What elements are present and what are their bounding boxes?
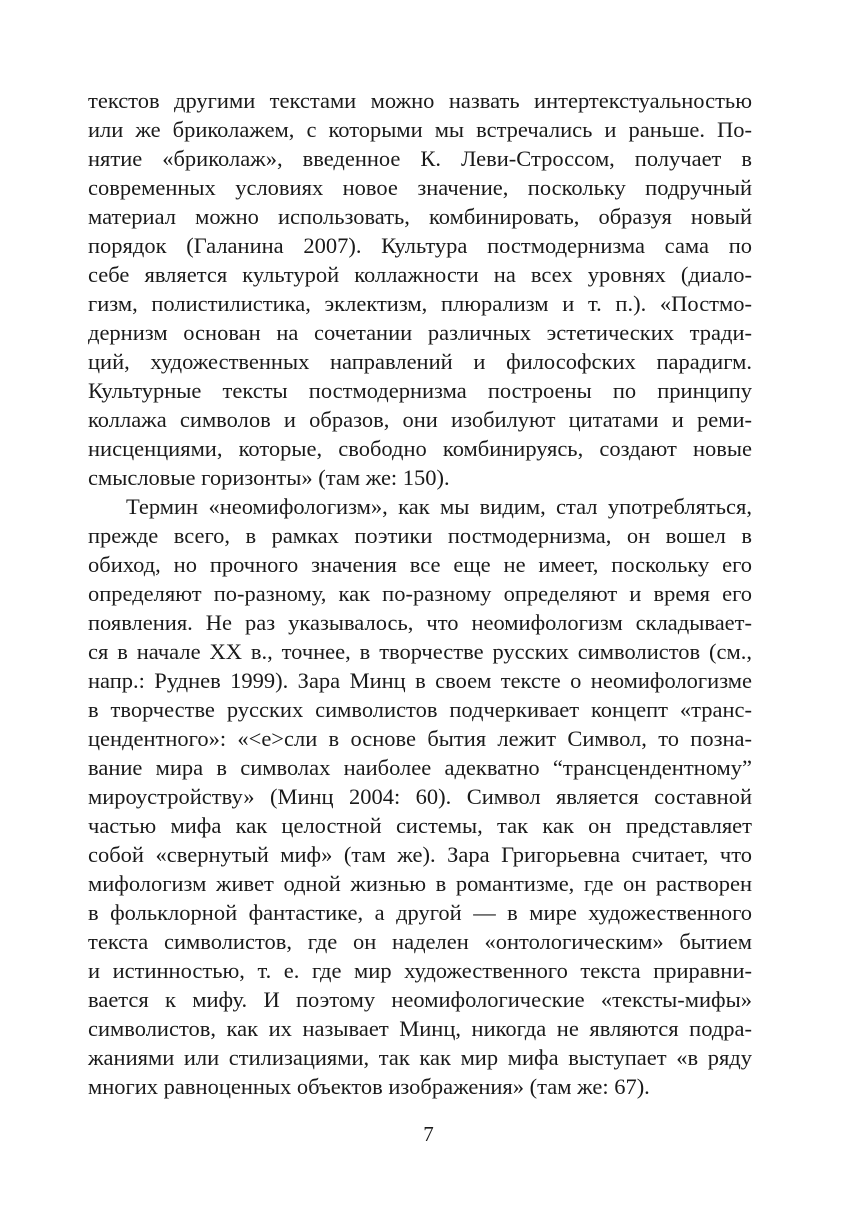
text-line: себе является культурой коллажности на всех уровнях (диало- — [88, 262, 752, 287]
text-line: нятие «бриколаж», введенное К. Леви-Строссом, получает в — [88, 146, 752, 171]
text-line: в фольклорной фантастике, а другой — в мире художественного — [88, 900, 752, 925]
text-line: вание мира в символах наиболее адекватно “трансцендентному” — [88, 755, 752, 780]
text-line: текстов другими текстами можно назвать интертекстуальностью — [88, 88, 752, 113]
text-line: ся в начале XX в., точнее, в творчестве русских символистов (см., — [88, 639, 752, 664]
text-line: собой «свернутый миф» (там же). Зара Григорьевна считает, что — [88, 842, 752, 867]
text-line: определяют по-разному, как по-разному определяют и время его — [88, 581, 752, 606]
text-line: напр.: Руднев 1999). Зара Минц в своем тексте о неомифологизме — [88, 668, 752, 693]
text-line: жаниями или стилизациями, так как мир мифа выступает «в ряду — [88, 1045, 752, 1070]
text-line: Термин «неомифологизм», как мы видим, стал употребляться, — [126, 494, 752, 519]
text-line: ций, художественных направлений и философских парадигм. — [88, 349, 752, 374]
paragraph-1 — [88, 86, 752, 492]
text-line: появления. Не раз указывалось, что неомифологизм складывает- — [88, 610, 752, 635]
text-line: дернизм основан на сочетании различных эстетических тради- — [88, 320, 752, 345]
text-line: прежде всего, в рамках поэтики постмодернизма, он вошел в — [88, 523, 752, 548]
text-line: или же бриколажем, с которыми мы встречались и раньше. По- — [88, 117, 752, 142]
text-line: многих равноценных объектов изображения» (там же: 67). — [88, 1074, 650, 1099]
text-line: обиход, но прочного значения все еще не имеет, поскольку его — [88, 552, 752, 577]
text-line: смысловые горизонты» (там же: 150). — [88, 465, 450, 490]
text-line: символистов, как их называет Минц, никогда не являются подра- — [88, 1016, 752, 1041]
paragraph-2 — [88, 492, 752, 1101]
text-line: гизм, полистилистика, эклектизм, плюрализм и т. п.). «Постмо- — [88, 291, 752, 316]
text-line: и истинностью, т. е. где мир художественного текста приравни- — [88, 958, 752, 983]
text-line: мироустройству» (Минц 2004: 60). Символ является составной — [88, 784, 752, 809]
text-line: вается к мифу. И поэтому неомифологические «тексты-мифы» — [88, 987, 752, 1012]
text-line: мифологизм живет одной жизнью в романтизме, где он растворен — [88, 871, 752, 896]
text-line: порядок (Галанина 2007). Культура постмодернизма сама по — [88, 233, 752, 258]
page-number: 7 — [423, 1122, 434, 1146]
text-line: текста символистов, где он наделен «онтологическим» бытием — [88, 929, 752, 954]
text-line: нисценциями, которые, свободно комбинируясь, создают новые — [88, 436, 752, 461]
text-line: коллажа символов и образов, они изобилуют цитатами и реми- — [88, 407, 752, 432]
text-line: современных условиях новое значение, поскольку подручный — [88, 175, 752, 200]
text-line: Культурные тексты постмодернизма построены по принципу — [88, 378, 752, 403]
body-text — [88, 86, 752, 1101]
text-line: частью мифа как целостной системы, так как он представляет — [88, 813, 752, 838]
text-line: материал можно использовать, комбинировать, образуя новый — [88, 204, 752, 229]
text-line: в творчестве русских символистов подчеркивает концепт «транс- — [88, 697, 752, 722]
text-line: цендентного»: «<е>сли в основе бытия лежит Символ, то позна- — [88, 726, 752, 751]
